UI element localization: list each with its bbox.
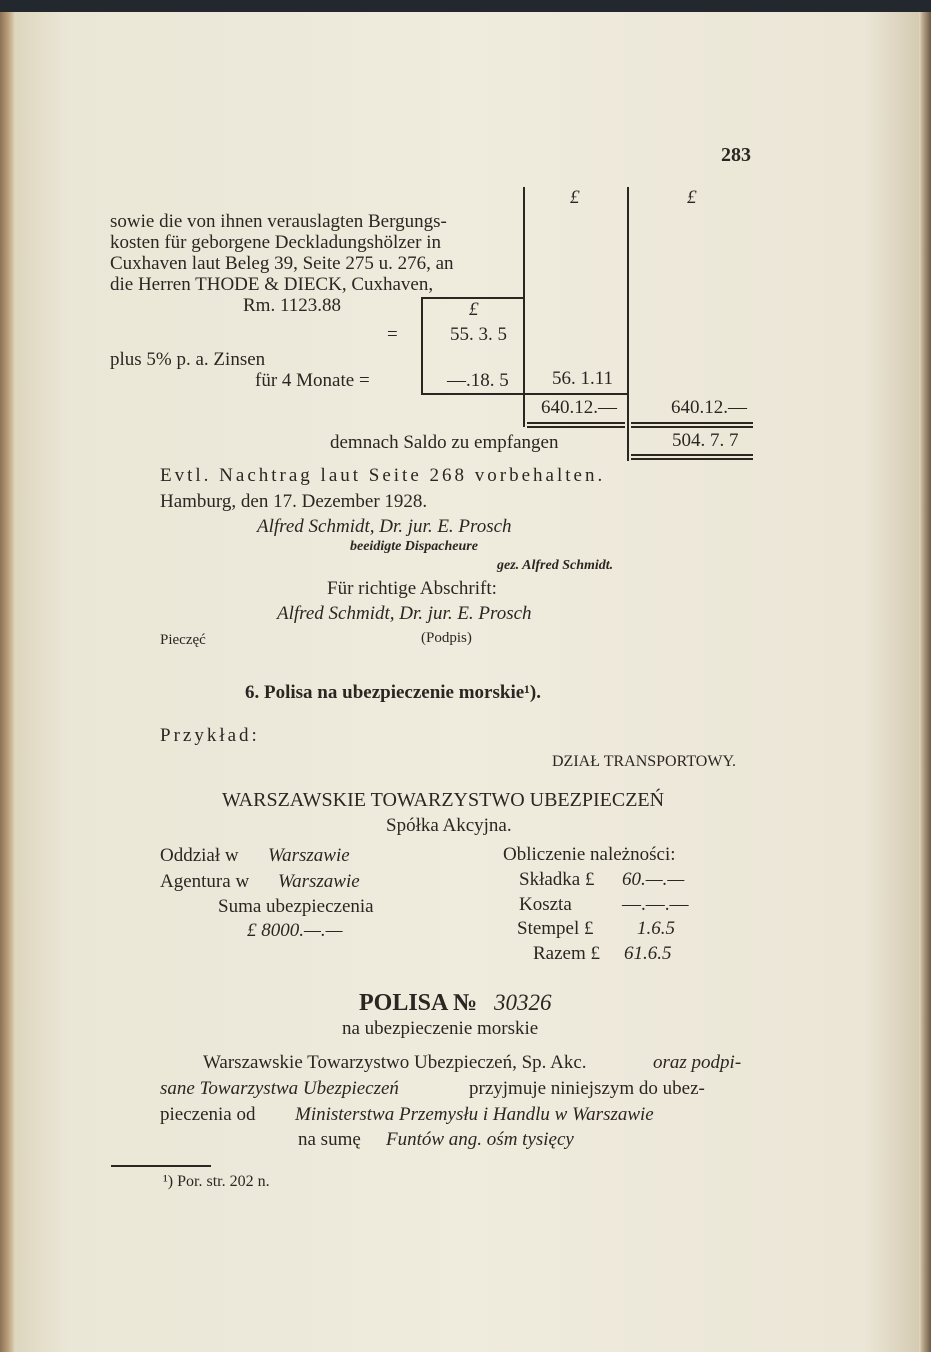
policy-title: POLISA № — [359, 990, 478, 1016]
total-underline-1b — [527, 426, 625, 428]
equals-sign-1: = — [387, 324, 398, 345]
body-line-2b: przyjmuje niniejszym do ubez- — [469, 1078, 705, 1099]
saldo-underline-b — [631, 458, 753, 460]
total-value: 61.6.5 — [624, 943, 672, 964]
signature-names-1: Alfred Schmidt, Dr. jur. E. Prosch — [257, 516, 512, 537]
value-18-5: —.18. 5 — [447, 370, 509, 391]
sum-rule-1 — [523, 393, 629, 395]
sum-insured-label: Suma ubezpieczenia — [218, 896, 374, 917]
value-56-1-11: 56. 1.11 — [552, 368, 614, 389]
value-55-3-5: 55. 3. 5 — [450, 324, 507, 345]
stamp-duty-value: 1.6.5 — [637, 918, 675, 939]
body-line-2a: sane Towarzystwa Ubezpieczeń — [160, 1078, 399, 1099]
months-line: für 4 Monate = — [255, 370, 370, 391]
saldo-label: demnach Saldo zu empfangen — [330, 432, 559, 453]
department-label: DZIAŁ TRANSPORTOWY. — [552, 753, 736, 770]
agency-value: Warszawie — [278, 871, 360, 892]
saldo-underline-a — [631, 454, 753, 456]
total-column-1: 640.12.— — [541, 397, 617, 418]
page-number: 283 — [721, 144, 751, 166]
total-underline-1a — [527, 422, 625, 424]
evtl-note: Evtl. Nachtrag laut Seite 268 vorbehalten. — [160, 465, 606, 486]
inner-box-rule-bottom — [421, 393, 524, 395]
account-text-line-1: sowie die von ihnen verauslagten Bergungs- — [110, 211, 447, 232]
body-line-1b: oraz podpi- — [653, 1052, 742, 1073]
company-subtitle: Spółka Akcyjna. — [386, 815, 512, 836]
signature-names-2: Alfred Schmidt, Dr. jur. E. Prosch — [277, 603, 532, 624]
book-right-edge — [919, 12, 931, 1352]
book-spine-edge — [0, 12, 14, 1352]
footnote: ¹) Por. str. 202 n. — [163, 1173, 270, 1190]
table-rule-vertical-2 — [627, 187, 629, 461]
section-title: 6. Polisa na ubezpieczenie morskie¹). — [245, 682, 541, 703]
branch-label: Oddział w — [160, 845, 239, 866]
signature-gez: gez. Alfred Schmidt. — [497, 558, 614, 573]
table-rule-vertical-1 — [523, 187, 525, 427]
rm-amount: Rm. 1123.88 — [243, 295, 341, 316]
body-line-3a: pieczenia od — [160, 1104, 256, 1125]
signature-title: beeidigte Dispacheure — [350, 539, 478, 554]
inner-column-header-pound: £ — [469, 299, 479, 320]
premium-value: 60.—.— — [622, 869, 685, 890]
total-column-2: 640.12.— — [671, 397, 747, 418]
total-underline-2b — [631, 426, 753, 428]
policy-subtitle: na ubezpieczenie morskie — [342, 1018, 539, 1039]
signature-label: (Podpis) — [421, 630, 472, 646]
premium-label: Składka £ — [519, 869, 595, 890]
body-line-3b: Ministerstwa Przemysłu i Handlu w Warszawie — [295, 1104, 654, 1125]
sum-insured-value: £ 8000.—.— — [247, 920, 343, 941]
company-name: WARSZAWSKIE TOWARZYSTWO UBEZPIECZEŃ — [222, 789, 665, 811]
inner-box-rule-left — [421, 298, 423, 394]
top-dark-band — [0, 0, 931, 12]
column-header-pound-2: £ — [687, 187, 697, 208]
policy-number: 30326 — [494, 990, 552, 1015]
branch-value: Warszawie — [268, 845, 350, 866]
footnote-separator — [111, 1165, 211, 1167]
total-underline-2a — [631, 422, 753, 424]
interest-line: plus 5% p. a. Zinsen — [110, 349, 266, 370]
saldo-value: 504. 7. 7 — [672, 430, 739, 451]
total-label: Razem £ — [533, 943, 601, 964]
copy-certification: Für richtige Abschrift: — [327, 578, 497, 599]
account-text-line-3: Cuxhaven laut Beleg 39, Seite 275 u. 276, an — [110, 253, 454, 274]
account-text-line-2: kosten für geborgene Deckladungshölzer in — [110, 232, 441, 253]
agency-label: Agentura w — [160, 871, 250, 892]
stamp-duty-label: Stempel £ — [517, 918, 594, 939]
body-line-1a: Warszawskie Towarzystwo Ubezpieczeń, Sp. Akc. — [203, 1052, 587, 1073]
body-line-4b: Funtów ang. ośm tysięcy — [386, 1129, 574, 1150]
account-text-line-4: die Herren THODE & DIECK, Cuxhaven, — [110, 274, 434, 295]
column-header-pound-1: £ — [570, 187, 580, 208]
seal-label: Pieczęć — [160, 632, 206, 648]
example-label: Przykład: — [160, 725, 260, 746]
costs-label: Koszta — [519, 894, 572, 915]
body-line-4a: na sumę — [298, 1129, 361, 1150]
costs-value: —.—.— — [622, 894, 689, 915]
place-date: Hamburg, den 17. Dezember 1928. — [160, 491, 428, 512]
charges-heading: Obliczenie należności: — [503, 844, 676, 865]
